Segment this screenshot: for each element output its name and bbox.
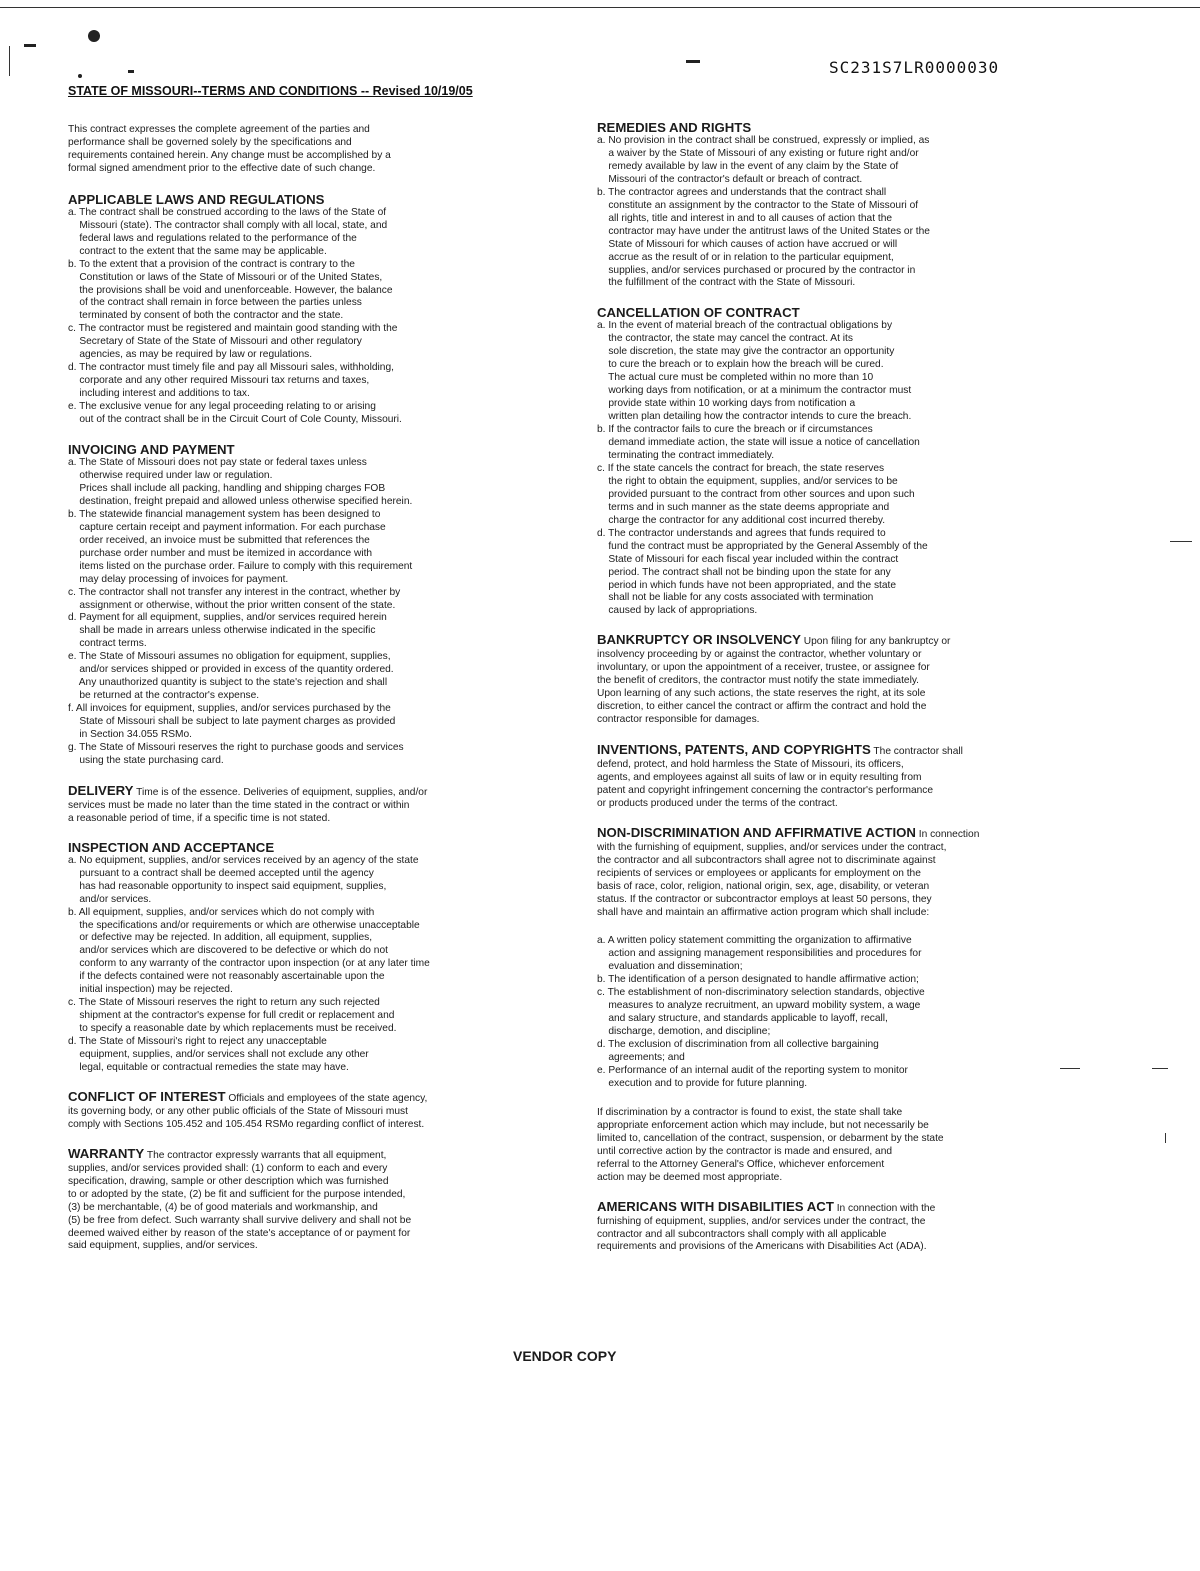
text-line: remedy available by law in the event of any claim by the State of [597, 160, 899, 172]
text-line: in Section 34.055 RSMo. [68, 729, 193, 741]
text-line: the specifications and/or requirements or which are otherwise unacceptable [68, 919, 420, 931]
text-line: e. Performance of an internal audit of the reporting system to monitor [597, 1065, 908, 1076]
text-line: federal laws and regulations related to the performance of the [68, 232, 357, 244]
text-line: the provisions shall be void and unenforceable. However, the balance [68, 284, 393, 296]
section-lead-text: Time is of the essence. Deliveries of equipment, supplies, and/or [133, 786, 428, 798]
text-line: action and assigning management responsibilities and procedures for [597, 948, 922, 960]
section-lead-line [597, 824, 1027, 842]
text-line: the fulfillment of the contract with the State of Missouri. [597, 277, 856, 289]
text-line: if the defects contained were not reasonably ascertainable upon the [68, 971, 385, 983]
vendor-copy-label: VENDOR COPY [513, 1348, 617, 1364]
text-line: contractor may have under the antitrust laws of the United States or the [597, 225, 930, 237]
scan-margin-mark [9, 46, 10, 76]
text-line: c. The establishment of non-discriminatory selection standards, objective [597, 987, 925, 999]
text-line: provide state within 10 working days from notification a [597, 398, 856, 410]
section-cancellation [597, 306, 1027, 618]
text-line: agents, and employees against all suits of law or in equity resulting from [597, 771, 922, 783]
text-line: shall not be liable for any costs associated with termination [597, 592, 874, 604]
text-line: discretion, to either cancel the contract or affirm the contract and hold the [597, 701, 927, 713]
text-line: a. The State of Missouri does not pay state or federal taxes unless [68, 457, 367, 469]
affirmative-action-items [597, 935, 1027, 1090]
scan-dash [1152, 1068, 1168, 1069]
text-line: Secretary of State of the State of Missouri and other regulatory [68, 336, 362, 348]
section-delivery [68, 782, 508, 826]
section-heading: INVENTIONS, PATENTS, AND COPYRIGHTS [597, 742, 871, 758]
text-line: d. The contractor understands and agrees that funds required to [597, 527, 886, 539]
section-body [597, 1216, 1027, 1255]
section-heading: INVOICING AND PAYMENT [68, 442, 235, 458]
text-line: involuntary, or upon the appointment of a receiver, trustee, or assignee for [597, 662, 930, 674]
text-line: defend, protect, and hold harmless the State of Missouri, its officers, [597, 758, 904, 770]
text-line: Missouri of the contractor's default or breach of contract. [597, 173, 863, 185]
text-line: c. The contractor must be registered and maintain good standing with the [68, 323, 398, 335]
text-line: furnishing of equipment, supplies, and/or services under the contract, the [597, 1215, 926, 1227]
section-body [68, 855, 508, 1075]
text-line: accrue as the result of or in relation to the particular equipment, [597, 251, 894, 263]
text-line: caused by lack of appropriations. [597, 605, 758, 617]
text-line: The actual cure must be completed within no more than 10 [597, 372, 874, 384]
text-line: a. In the event of material breach of the contractual obligations by [597, 320, 893, 332]
text-line: c. If the state cancels the contract for breach, the state reserves [597, 462, 885, 474]
text-line: pursuant to a contract shall be deemed accepted until the agency [68, 867, 374, 879]
text-line: comply with Sections 105.452 and 105.454 RSMo regarding conflict of interest. [68, 1118, 425, 1130]
scan-speck [78, 74, 82, 78]
section-applicable-laws [68, 193, 508, 427]
text-line: conform to any warranty of the contractor upon inspection (or at any later time [68, 958, 430, 970]
text-line: contractor responsible for damages. [597, 714, 760, 726]
text-line: Missouri (state). The contractor shall comply with all local, state, and [68, 219, 388, 231]
text-line: referral to the Attorney General's Office, whichever enforcement [597, 1158, 885, 1170]
text-line: b. To the extent that a provision of the contract is contrary to the [68, 258, 355, 270]
text-line: contract to the extent that the same may be applicable. [68, 245, 327, 257]
section-body [68, 800, 508, 826]
intro-paragraph [68, 124, 508, 176]
text-line: corporate and any other required Missouri tax returns and taxes, [68, 375, 370, 387]
text-line: sole discretion, the state may give the contractor an opportunity [597, 346, 895, 358]
text-line: e. The exclusive venue for any legal proceeding relating to or arising [68, 401, 376, 413]
scan-dash [1170, 541, 1192, 542]
section-body [597, 320, 1027, 618]
text-line: execution and to provide for future planning. [597, 1077, 808, 1089]
text-line: to or adopted by the state, (2) be fit and sufficient for the purpose intended, [68, 1188, 406, 1200]
section-heading: NON-DISCRIMINATION AND AFFIRMATIVE ACTION [597, 824, 916, 840]
text-line: out of the contract shall be in the Circuit Court of Cole County, Missouri. [68, 414, 402, 426]
text-line: Any unauthorized quantity is subject to the state's rejection and shall [68, 677, 388, 689]
text-line: c. The State of Missouri reserves the right to return any such rejected [68, 997, 380, 1009]
text-line: the contractor and all subcontractors shall agree not to discriminate against [597, 854, 936, 866]
text-line: the benefit of creditors, the contractor must notify the state immediately. [597, 675, 919, 687]
section-lead-text: Upon filing for any bankruptcy or [800, 636, 951, 648]
section-bankruptcy [597, 634, 1027, 727]
text-line: recipients of services or employees or applicants for employment on the [597, 867, 921, 879]
section-lead-text: The contractor shall [870, 746, 963, 758]
section-heading: INSPECTION AND ACCEPTANCE [68, 839, 275, 855]
section-heading: WARRANTY [68, 1145, 145, 1161]
text-line: be returned at the contractor's expense. [68, 690, 260, 702]
text-line: equipment, supplies, and/or services shall not exclude any other [68, 1049, 369, 1061]
text-line: order received, an invoice must be submitted that references the [68, 534, 370, 546]
text-line: purchase order number and must be itemized in accordance with [68, 547, 373, 559]
section-lead-text: Officials and employees of the state agency, [225, 1092, 428, 1104]
text-line: (3) be merchantable, (4) be of good materials and workmanship, and [68, 1201, 378, 1213]
section-lead-line [597, 634, 1027, 649]
text-line: formal signed amendment prior to the effective date of such change. [68, 162, 376, 174]
section-heading: BANKRUPTCY OR INSOLVENCY [597, 632, 801, 648]
section-lead-line [597, 1198, 1027, 1216]
text-line: deemed waived either by reason of the state's acceptance of or payment for [68, 1227, 411, 1239]
section-lead-text: The contractor expressly warrants that all equipment, [144, 1149, 387, 1161]
text-line: contractor and all subcontractors shall comply with all applicable [597, 1228, 887, 1240]
text-line: evaluation and dissemination; [597, 961, 743, 973]
text-line: constitute an assignment by the contractor to the State of Missouri of [597, 199, 919, 211]
text-line: to cure the breach or to explain how the breach will be cured. [597, 359, 884, 371]
text-line: of the contract shall remain in force between the parties unless [68, 297, 362, 309]
text-line: terminating the contract immediately. [597, 449, 775, 461]
text-line: its governing body, or any other public officials of the State of Missouri must [68, 1105, 408, 1117]
top-rule [0, 7, 1200, 8]
text-line: shipment at the contractor's expense for full credit or replacement and [68, 1010, 395, 1022]
scan-speck [88, 30, 100, 42]
text-line: period in which funds have not been appropriated, and the state [597, 579, 897, 591]
section-remedies [597, 121, 1027, 290]
text-line: e. The State of Missouri assumes no obligation for equipment, supplies, [68, 651, 391, 663]
section-heading: AMERICANS WITH DISABILITIES ACT [597, 1198, 834, 1214]
text-line: assignment or otherwise, without the prior written consent of the state. [68, 599, 396, 611]
text-line: (5) be free from defect. Such warranty shall survive delivery and shall not be [68, 1214, 412, 1226]
scan-speck [24, 44, 36, 47]
text-line: and/or services which are discovered to be defective or which do not [68, 945, 388, 957]
text-line: c. The contractor shall not transfer any interest in the contract, whether by [68, 586, 401, 598]
section-body [597, 842, 1027, 920]
text-line: b. All equipment, supplies, and/or services which do not comply with [68, 906, 375, 918]
text-line: a. No equipment, supplies, and/or services received by an agency of the state [68, 854, 419, 866]
text-line: to specify a reasonable date by which replacements must be received. [68, 1023, 397, 1035]
text-line: including interest and additions to tax. [68, 388, 250, 400]
text-line: legal, equitable or contractual remedies the state may have. [68, 1062, 349, 1073]
text-line: a reasonable period of time, if a specific time is not stated. [68, 812, 331, 824]
text-line: a. No provision in the contract shall be construed, expressly or implied, as [597, 135, 930, 146]
text-line: a waiver by the State of Missouri of any existing or future right and/or [597, 147, 919, 159]
text-line: using the state purchasing card. [68, 754, 224, 766]
text-line: terms and in such manner as the state deems appropriate and [597, 501, 890, 513]
text-line: insolvency proceeding by or against the contractor, whether voluntary or [597, 649, 922, 661]
text-line: measures to analyze recruitment, an upward mobility system, a wage [597, 1000, 921, 1012]
text-line: all rights, title and interest in and to all causes of action that the [597, 212, 893, 224]
scan-dash [1165, 1133, 1166, 1143]
section-conflict [68, 1088, 508, 1132]
left-column [68, 124, 508, 1253]
text-line: b. The contractor agrees and understands that the contract shall [597, 186, 887, 198]
section-lead-line [68, 1088, 508, 1106]
scan-dash [1060, 1068, 1080, 1069]
text-line: or products produced under the terms of the contract. [597, 797, 838, 809]
text-line: requirements and provisions of the Americans with Disabilities Act (ADA). [597, 1241, 927, 1253]
section-heading: APPLICABLE LAWS AND REGULATIONS [68, 191, 325, 207]
text-line: performance shall be governed solely by the specifications and [68, 136, 352, 148]
section-body [68, 207, 508, 427]
text-line: has had reasonable opportunity to inspect said equipment, supplies, [68, 880, 387, 892]
section-lead-line [68, 782, 508, 800]
section-ada [597, 1198, 1027, 1255]
text-line: appropriate enforcement action which may include, but not necessarily be [597, 1119, 929, 1131]
text-line: working days from notification, or at a minimum the contractor must [597, 385, 912, 397]
text-line: d. Payment for all equipment, supplies, and/or services required herein [68, 612, 387, 624]
section-lead-text: In connection [915, 828, 980, 840]
text-line: specification, drawing, sample or other description which was furnished [68, 1175, 389, 1187]
text-line: If discrimination by a contractor is found to exist, the state shall take [597, 1106, 903, 1118]
text-line: g. The State of Missouri reserves the right to purchase goods and services [68, 741, 404, 753]
text-line: status. If the contractor or subcontractor employs at least 50 persons, they [597, 893, 932, 905]
text-line: agencies, as may be required by law or regulations. [68, 349, 313, 361]
text-line: Prices shall include all packing, handling and shipping charges FOB [68, 482, 386, 494]
section-heading: CANCELLATION OF CONTRACT [597, 305, 800, 321]
document-title: STATE OF MISSOURI--TERMS AND CONDITIONS -- Revised 10/19/05 [68, 84, 473, 98]
section-heading: DELIVERY [68, 782, 134, 798]
text-line: State of Missouri shall be subject to late payment charges as provided [68, 716, 396, 728]
text-line: a. A written policy statement committing the organization to affirmative [597, 935, 912, 947]
text-line: supplies, and/or services provided shall: (1) conform to each and every [68, 1162, 388, 1174]
section-nondiscrimination [597, 824, 1027, 1185]
text-line: said equipment, supplies, and/or services. [68, 1240, 258, 1252]
text-line: d. The State of Missouri's right to reject any unacceptable [68, 1036, 327, 1048]
text-line: and/or services shipped or provided in excess of the quantity ordered. [68, 664, 394, 676]
section-body [597, 135, 1027, 290]
text-line: contract terms. [68, 638, 147, 650]
text-line: shall be made in arrears unless otherwise indicated in the specific [68, 625, 376, 637]
text-line: basis of race, color, religion, national origin, sex, age, disability, or veteran [597, 880, 930, 892]
text-line: and salary structure, and standards applicable to layoff, recall, [597, 1013, 888, 1025]
section-lead-text: In connection with the [833, 1202, 936, 1214]
text-line: period. The contract shall not be binding upon the state for any [597, 566, 891, 578]
text-line: terminated by consent of both the contractor and the state. [68, 310, 344, 322]
text-line: b. The statewide financial management system has been designed to [68, 508, 381, 520]
text-line: the contractor, the state may cancel the contract. At its [597, 333, 853, 345]
text-line: charge the contractor for any additional cost incurred thereby. [597, 514, 886, 526]
text-line: capture certain receipt and payment information. For each purchase [68, 521, 386, 533]
text-line: State of Missouri for which causes of action have accrued or will [597, 238, 898, 250]
section-warranty [68, 1145, 508, 1254]
text-line: shall have and maintain an affirmative action program which shall include: [597, 906, 930, 918]
text-line: or defective may be rejected. In addition, all equipment, supplies, [68, 932, 373, 944]
text-line: This contract expresses the complete agreement of the parties and [68, 124, 370, 135]
section-body [597, 759, 1027, 811]
section-heading: CONFLICT OF INTEREST [68, 1088, 226, 1104]
text-line: written plan detailing how the contractor intends to cure the breach. [597, 411, 912, 423]
text-line: services must be made no later than the time stated in the contract or within [68, 799, 410, 811]
text-line: b. The identification of a person designated to handle affirmative action; [597, 974, 919, 986]
text-line: f. All invoices for equipment, supplies, and/or services purchased by the [68, 703, 391, 715]
text-line: requirements contained herein. Any change must be accomplished by a [68, 149, 391, 161]
section-invoicing [68, 443, 508, 768]
text-line: initial inspection) may be rejected. [68, 984, 233, 996]
text-line: otherwise required under law or regulation. [68, 469, 273, 481]
section-heading: REMEDIES AND RIGHTS [597, 120, 752, 135]
text-line: the right to obtain the equipment, supplies, and/or services to be [597, 475, 898, 487]
text-line: with the furnishing of equipment, supplies, and/or services under the contract, [597, 841, 947, 853]
text-line: a. The contract shall be construed according to the laws of the State of [68, 206, 387, 218]
text-line: b. If the contractor fails to cure the breach or if circumstances [597, 424, 873, 436]
section-inspection [68, 841, 508, 1075]
text-line: Constitution or laws of the State of Missouri or of the United States, [68, 271, 383, 283]
text-line: limited to, cancellation of the contract, suspension, or debarment by the state [597, 1132, 944, 1144]
scan-speck [686, 60, 700, 63]
text-line: agreements; and [597, 1052, 685, 1064]
text-line: and/or services. [68, 893, 152, 905]
text-line: d. The exclusion of discrimination from all collective bargaining [597, 1039, 879, 1051]
section-body [68, 457, 508, 768]
section-lead-line [597, 744, 1027, 759]
right-column [597, 121, 1027, 1254]
text-line: items listed on the purchase order. Failure to comply with this requirement [68, 560, 413, 572]
section-lead-line [68, 1145, 508, 1163]
text-line: d. The contractor must timely file and pay all Missouri sales, withholding, [68, 362, 394, 374]
text-line: until corrective action by the contractor is made and ensured, and [597, 1145, 893, 1157]
section-body [68, 1163, 508, 1254]
text-line: discharge, demotion, and discipline; [597, 1026, 771, 1038]
text-line: destination, freight prepaid and allowed unless otherwise specified herein. [68, 495, 413, 507]
text-line: Upon learning of any such actions, the state reserves the right, at its sole [597, 688, 926, 700]
text-line: action may be deemed most appropriate. [597, 1171, 783, 1183]
text-line: demand immediate action, the state will issue a notice of cancellation [597, 437, 920, 449]
text-line: may delay processing of invoices for payment. [68, 573, 289, 585]
text-line: patent and copyright infringement concerning the contractor's performance [597, 784, 934, 796]
text-line: State of Missouri for each fiscal year included within the contract [597, 553, 899, 565]
text-line: provided pursuant to the contract from other sources and upon such [597, 488, 915, 500]
enforcement-paragraph [597, 1107, 1027, 1185]
document-id: SC231S7LR0000030 [829, 58, 1000, 77]
scan-speck [128, 70, 134, 73]
text-line: supplies, and/or services purchased or procured by the contractor in [597, 264, 916, 276]
section-inventions [597, 744, 1027, 811]
section-body [597, 649, 1027, 727]
section-body [68, 1106, 508, 1132]
text-line: fund the contract must be appropriated by the General Assembly of the [597, 540, 928, 552]
